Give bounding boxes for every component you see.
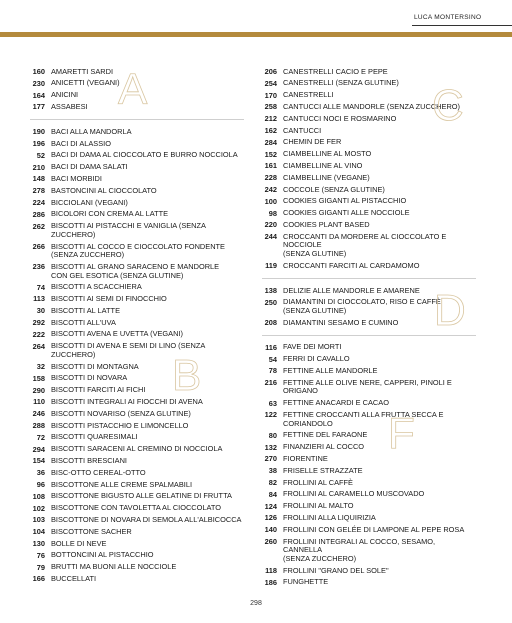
index-group-b xyxy=(30,126,244,591)
entry-title: BOLLE DI NEVE xyxy=(51,538,107,548)
index-group-a xyxy=(30,66,244,120)
entry-title: BISCOTTONE CON TAVOLETTA AL CIOCCOLATO xyxy=(51,503,222,513)
index-entry xyxy=(30,479,244,491)
entry-title: BISCOTTI AL LATTE xyxy=(51,305,120,315)
index-entry xyxy=(262,465,476,477)
section-letter-f: F xyxy=(388,408,415,458)
entry-title: FROLLINI CON GELÉE DI LAMPONE AL PEPE ROSA xyxy=(283,524,465,534)
index-column-left xyxy=(30,66,244,597)
entry-page-number: 186 xyxy=(264,577,277,587)
entry-page-number: 160 xyxy=(32,67,45,76)
entry-title: BISCOTTI A SCACCHIERA xyxy=(51,282,142,292)
entry-page-number: 262 xyxy=(32,221,45,231)
entry-page-number: 104 xyxy=(32,527,45,537)
index-entry xyxy=(262,524,476,536)
index-entry xyxy=(262,184,476,196)
entry-title: BACI MORBIDI xyxy=(51,173,102,183)
entry-title: FERRI DI CAVALLO xyxy=(283,354,350,364)
index-entry xyxy=(30,317,244,329)
entry-page-number: 78 xyxy=(268,366,277,376)
index-entry xyxy=(262,442,476,454)
entry-page-number: 216 xyxy=(264,378,277,388)
entry-title: BISCOTTI NOVARISO (SENZA GLUTINE) xyxy=(51,408,191,418)
section-letter-d: D xyxy=(434,285,466,335)
entry-page-number: 119 xyxy=(265,261,277,271)
entry-page-number: 54 xyxy=(268,354,277,364)
index-entry xyxy=(262,172,476,184)
index-entry xyxy=(30,385,244,397)
entry-page-number: 113 xyxy=(33,294,45,304)
entry-title: CIAMBELLINE AL MOSTO xyxy=(283,149,372,159)
entry-page-number: 36 xyxy=(36,468,45,478)
entry-page-number: 126 xyxy=(264,513,277,523)
index-entry xyxy=(30,261,244,281)
entry-page-number: 260 xyxy=(264,537,277,546)
index-group-f xyxy=(262,342,476,595)
index-entry xyxy=(30,329,244,341)
entry-title: FETTINE ALLE MANDORLE xyxy=(283,366,378,376)
entry-title: BACI ALLA MANDORLA xyxy=(51,126,132,136)
index-entry xyxy=(30,162,244,174)
index-entry xyxy=(262,354,476,366)
entry-page-number: 118 xyxy=(265,565,277,575)
entry-page-number: 286 xyxy=(32,209,45,219)
entry-title: BUCCELLATI xyxy=(51,573,97,583)
index-entry xyxy=(30,538,244,550)
entry-page-number: 100 xyxy=(264,196,277,206)
entry-page-number: 242 xyxy=(264,184,277,194)
entry-title: CANTUCCI NOCI E ROSMARINO xyxy=(283,113,397,123)
entry-title: FETTINE ALLE OLIVE NERE, CAPPERI, PINOLI E ORIGANO xyxy=(283,377,452,396)
entry-title: FUNGHETTE xyxy=(283,577,329,587)
entry-title: BOTTONCINI AL PISTACCHIO xyxy=(51,550,154,560)
entry-page-number: 96 xyxy=(36,480,45,490)
entry-title: BISCOTTONE BIGUSTO ALLE GELATINE DI FRUTTA xyxy=(51,491,232,501)
entry-page-number: 288 xyxy=(32,421,45,431)
entry-page-number: 154 xyxy=(32,456,45,466)
index-entry xyxy=(30,150,244,162)
index-entry xyxy=(30,550,244,562)
entry-title: CIAMBELLINE AL VINO xyxy=(283,160,363,170)
entry-page-number: 177 xyxy=(32,102,45,112)
entry-page-number: 206 xyxy=(264,67,277,76)
entry-title: CROCCANTI FARCITI AL CARDAMOMO xyxy=(283,260,420,270)
entry-title: CANESTRELLI CACIO E PEPE xyxy=(283,66,388,76)
entry-title: DELIZIE ALLE MANDORLE E AMARENE xyxy=(283,285,420,295)
entry-title: FETTINE ANACARDI E CACAO xyxy=(283,398,389,408)
index-entry xyxy=(30,514,244,526)
index-entry xyxy=(30,361,244,373)
entry-page-number: 190 xyxy=(32,127,45,137)
index-entry xyxy=(30,341,244,361)
entry-title: FETTINE DEL FARAONE xyxy=(283,430,368,440)
entry-title: CANESTRELLI xyxy=(283,90,334,100)
entry-page-number: 266 xyxy=(32,241,45,251)
index-entry xyxy=(262,231,476,260)
index-entry xyxy=(262,260,476,272)
entry-title: BISCOTTI SARACENI AL CREMINO DI NOCCIOLA xyxy=(51,444,223,454)
entry-title: BISCOTTONE DI NOVARA DI SEMOLA ALL'ALBICOCCA xyxy=(51,515,242,524)
entry-title: BISCOTTI AI PISTACCHI E VANIGLIA (SENZA ZUCCHERO) xyxy=(51,221,206,239)
entry-page-number: 270 xyxy=(264,454,277,464)
entry-page-number: 278 xyxy=(32,186,45,196)
entry-title: AMARETTI SARDI xyxy=(51,66,114,76)
entry-page-number: 166 xyxy=(32,574,45,584)
entry-page-number: 246 xyxy=(32,409,45,419)
index-entry xyxy=(262,365,476,377)
entry-page-number: 152 xyxy=(264,149,277,159)
entry-page-number: 102 xyxy=(32,503,45,513)
index-entry xyxy=(262,409,476,429)
entry-title: BICCIOLANI (VEGANI) xyxy=(51,197,128,207)
index-entry xyxy=(30,209,244,221)
entry-page-number: 162 xyxy=(264,125,277,135)
entry-title: COCCOLE (SENZA GLUTINE) xyxy=(283,184,385,194)
index-entry xyxy=(30,305,244,317)
entry-title: BISCOTTONE SACHER xyxy=(51,526,132,536)
index-entry xyxy=(262,477,476,489)
entry-title: FROLLINI "GRANO DEL SOLE" xyxy=(283,565,389,575)
index-entry xyxy=(262,137,476,149)
entry-page-number: 258 xyxy=(264,102,277,112)
section-letter-c: C xyxy=(432,81,464,130)
entry-title: FROLLINI AL MALTO xyxy=(283,501,354,511)
entry-title: CANTUCCI ALLE MANDORLE (SENZA ZUCCHERO) xyxy=(283,101,460,111)
index-entry xyxy=(30,562,244,574)
index-entry xyxy=(30,526,244,538)
entry-page-number: 132 xyxy=(264,442,277,452)
entry-page-number: 63 xyxy=(268,398,277,408)
index-entry xyxy=(30,432,244,444)
entry-page-number: 130 xyxy=(32,539,45,548)
entry-title: BISCOTTONE ALLE CREME SPALMABILI xyxy=(51,479,193,489)
entry-title: ASSABESI xyxy=(51,101,88,111)
index-entry xyxy=(30,467,244,479)
entry-page-number: 161 xyxy=(264,161,277,171)
entry-page-number: 220 xyxy=(264,220,277,230)
index-entry xyxy=(30,573,244,585)
index-entry xyxy=(262,398,476,410)
entry-page-number: 122 xyxy=(264,410,277,420)
entry-title: BISCOTTI AVENA E UVETTA (VEGANI) xyxy=(51,329,183,339)
index-entry xyxy=(262,66,476,78)
entry-page-number: 294 xyxy=(32,444,45,454)
entry-title: BISCOTTI DI NOVARA xyxy=(51,373,128,383)
index-entry xyxy=(262,208,476,220)
entry-title: DIAMANTINI SESAMO E CUMINO xyxy=(283,317,399,327)
entry-page-number: 124 xyxy=(264,501,277,511)
entry-page-number: 76 xyxy=(36,550,45,560)
index-entry xyxy=(30,126,244,138)
entry-page-number: 212 xyxy=(264,114,277,124)
entry-page-number: 254 xyxy=(264,78,277,88)
entry-page-number: 138 xyxy=(264,285,277,295)
index-entry xyxy=(30,373,244,385)
entry-page-number: 148 xyxy=(32,174,45,184)
entry-page-number: 140 xyxy=(264,525,277,535)
entry-title: BRUTTI MA BUONI ALLE NOCCIOLE xyxy=(51,562,177,572)
entry-page-number: 290 xyxy=(32,385,45,395)
index-entry xyxy=(30,138,244,150)
entry-title: FROLLINI ALLA LIQUIRIZIA xyxy=(283,513,376,522)
entry-page-number: 284 xyxy=(264,137,277,147)
entry-page-number: 84 xyxy=(268,489,277,499)
entry-title: CIAMBELLINE (VEGANE) xyxy=(283,172,370,182)
index-entry xyxy=(30,503,244,515)
entry-page-number: 30 xyxy=(36,306,45,316)
index-group-c xyxy=(262,66,476,279)
entry-page-number: 292 xyxy=(32,318,45,328)
index-entry xyxy=(262,430,476,442)
index-entry xyxy=(262,565,476,577)
entry-title: FETTINE CROCCANTI ALLA FRUTTA SECCA E CORIANDOLO xyxy=(283,410,444,428)
index-entry xyxy=(30,455,244,467)
entry-title: FINANZIERI AL COCCO xyxy=(283,442,365,452)
entry-title: BISCOTTI DI MONTAGNA xyxy=(51,361,139,371)
entry-page-number: 210 xyxy=(32,162,45,172)
index-entry xyxy=(30,420,244,432)
index-column-right xyxy=(262,66,476,601)
entry-page-number: 108 xyxy=(32,491,45,501)
entry-title: CANESTRELLI (SENZA GLUTINE) xyxy=(283,78,399,88)
top-accent-bar xyxy=(0,32,512,37)
entry-title: COOKIES GIGANTI AL PISTACCHIO xyxy=(283,196,407,206)
index-entry xyxy=(30,491,244,503)
entry-page-number: 224 xyxy=(32,197,45,207)
entry-title: BISCOTTI AI SEMI DI FINOCCHIO xyxy=(51,294,167,304)
index-entry xyxy=(30,293,244,305)
entry-title: BISCOTTI AL COCCO E CIOCCOLATO FONDENTE (SENZA ZUCCHERO) xyxy=(51,241,225,260)
index-entry xyxy=(262,489,476,501)
index-entry xyxy=(30,444,244,456)
entry-page-number: 164 xyxy=(32,90,45,100)
entry-page-number: 79 xyxy=(36,562,45,572)
entry-page-number: 98 xyxy=(268,208,277,218)
index-group-d xyxy=(262,285,476,336)
entry-title: COOKIES GIGANTI ALLE NOCCIOLE xyxy=(283,208,410,218)
section-letter-a: A xyxy=(118,65,148,114)
section-letter-b: B xyxy=(172,351,202,401)
entry-page-number: 236 xyxy=(32,262,45,272)
index-entry xyxy=(30,197,244,209)
index-entry xyxy=(262,577,476,589)
index-entry xyxy=(30,241,244,261)
entry-page-number: 158 xyxy=(32,373,45,383)
index-entry xyxy=(30,185,244,197)
entry-title: ANICINI xyxy=(51,90,79,100)
entry-page-number: 222 xyxy=(32,329,45,339)
index-entry xyxy=(262,501,476,513)
entry-page-number: 110 xyxy=(33,397,45,407)
entry-title: BISC-OTTO CEREAL-OTTO xyxy=(51,467,146,477)
entry-page-number: 74 xyxy=(36,282,45,292)
entry-title: FIORENTINE xyxy=(283,454,328,464)
header-rule xyxy=(412,25,512,26)
entry-title: FROLLINI AL CARAMELLO MUSCOVADO xyxy=(283,489,425,499)
index-entry xyxy=(262,160,476,172)
entry-title: DIAMANTINI DI CIOCCOLATO, RISO E CAFFÈ (SENZA GLUTINE) xyxy=(283,297,441,315)
index-entry xyxy=(262,342,476,354)
index-entry xyxy=(30,396,244,408)
entry-title: COOKIES PLANT BASED xyxy=(283,219,370,229)
index-entry xyxy=(30,282,244,294)
entry-page-number: 264 xyxy=(32,341,45,351)
entry-page-number: 72 xyxy=(36,432,45,442)
entry-title: BASTONCINI AL CIOCCOLATO xyxy=(51,185,157,195)
index-entry xyxy=(262,377,476,397)
entry-title: BISCOTTI DI AVENA E SEMI DI LINO (SENZA ZUCCHERO) xyxy=(51,341,205,359)
entry-page-number: 196 xyxy=(32,138,45,148)
entry-title: FRISELLE STRAZZATE xyxy=(283,465,363,475)
entry-title: BISCOTTI BRESCIANI xyxy=(51,456,127,466)
entry-title: BISCOTTI PISTACCHIO E LIMONCELLO xyxy=(51,420,189,430)
entry-title: BACI DI DAMA AL CIOCCOLATO E BURRO NOCCIOLA xyxy=(51,150,238,160)
entry-page-number: 116 xyxy=(265,342,277,352)
entry-page-number: 80 xyxy=(268,430,277,440)
index-entry xyxy=(262,219,476,231)
entry-title: ANICETTI (VEGANI) xyxy=(51,78,120,88)
entry-page-number: 82 xyxy=(268,478,277,488)
index-entry xyxy=(262,536,476,565)
entry-title: BACI DI DAMA SALATI xyxy=(51,162,128,172)
entry-title: BISCOTTI INTEGRALI AI FIOCCHI DI AVENA xyxy=(51,397,203,407)
entry-title: BISCOTTI AL GRANO SARACENO E MANDORLE CON GEL ESOTICA (SENZA GLUTINE) xyxy=(51,261,220,280)
entry-page-number: 38 xyxy=(268,466,277,476)
index-entry xyxy=(30,408,244,420)
entry-title: BISCOTTI FARCITI AI FICHI xyxy=(51,385,146,395)
entry-page-number: 208 xyxy=(264,318,277,328)
entry-title: FROLLINI AL CAFFÈ xyxy=(283,477,353,487)
entry-page-number: 230 xyxy=(32,78,45,88)
entry-page-number: 244 xyxy=(264,232,277,242)
entry-page-number: 52 xyxy=(36,150,45,160)
entry-page-number: 170 xyxy=(264,90,277,100)
entry-title: BACI DI ALASSIO xyxy=(51,138,111,148)
entry-title: BICOLORI CON CREMA AL LATTE xyxy=(51,209,169,219)
entry-title: CANTUCCI xyxy=(283,125,322,135)
index-entry xyxy=(30,221,244,241)
entry-page-number: 103 xyxy=(32,515,45,525)
entry-page-number: 32 xyxy=(36,362,45,372)
index-entry xyxy=(262,149,476,161)
index-entry xyxy=(262,512,476,524)
index-entry xyxy=(262,196,476,208)
running-header-author: LUCA MONTERSINO xyxy=(414,14,482,21)
page-number: 298 xyxy=(250,600,262,607)
entry-title: CROCCANTI DA MORDERE AL CIOCCOLATO E NOCCIOLE (SENZA GLUTINE) xyxy=(283,231,447,258)
entry-title: BISCOTTI ALL'UVA xyxy=(51,317,116,327)
index-entry xyxy=(30,173,244,185)
entry-title: BISCOTTI QUARESIMALI xyxy=(51,432,138,442)
entry-page-number: 250 xyxy=(264,297,277,307)
entry-page-number: 228 xyxy=(264,173,277,183)
entry-title: FAVE DEI MORTI xyxy=(283,342,342,352)
index-entry xyxy=(262,453,476,465)
entry-title: CHEMIN DE FER xyxy=(283,137,342,147)
entry-title: FROLLINI INTEGRALI AL COCCO, SESAMO, CANNELLA (SENZA ZUCCHERO) xyxy=(283,536,436,563)
